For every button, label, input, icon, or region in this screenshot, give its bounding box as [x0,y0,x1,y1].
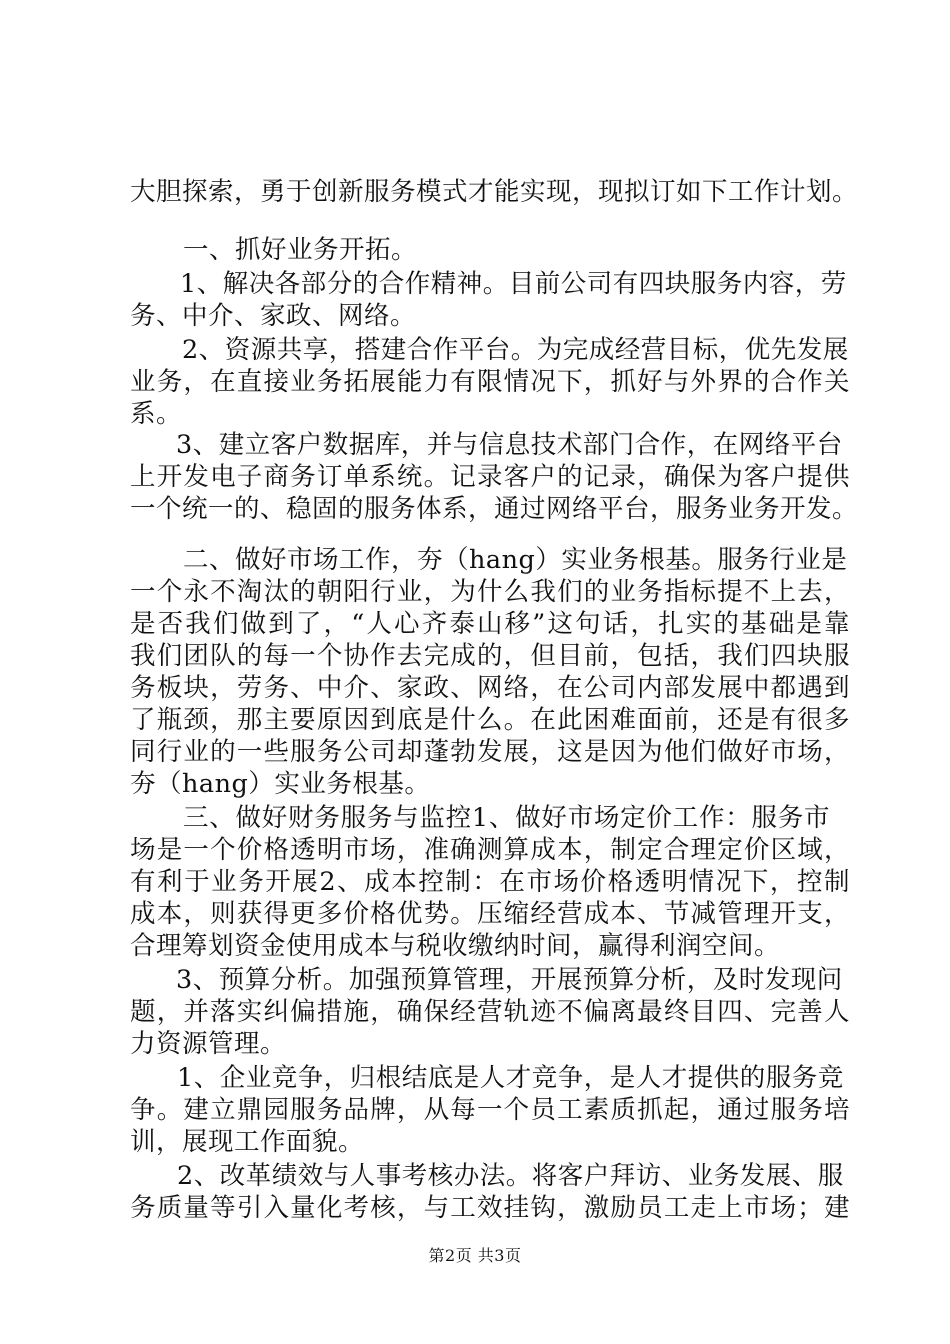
text-line: 夯（hang）实业务根基。 [130,769,431,799]
text-line: 是否我们做到了，“人心齐泰山移”这句话，扎实的基础是靠 [130,609,850,639]
text-line: 有利于业务开展2、成本控制：在市场价格透明情况下，控制 [130,867,850,897]
text-line: 务、中介、家政、网络。 [130,301,417,331]
text-line: 一个统一的、稳固的服务体系，通过网络平台，服务业务开发。 [130,494,859,524]
text-line: 2、资源共享，搭建合作平台。为完成经营目标，优先发展 [182,335,849,365]
text-line: 合理筹划资金使用成本与税收缴纳时间，赢得利润空间。 [130,931,781,961]
text-line: 3、建立客户数据库，并与信息技术部门合作，在网络平台 [176,430,843,460]
page-footer: 第2页 共3页 [428,1246,522,1265]
text-line: 同行业的一些服务公司却蓬勃发展，这是因为他们做好市场， [130,737,850,767]
text-line: 场是一个价格透明市场，准确测算成本，制定合理定价区域， [130,835,850,865]
text-line: 1、企业竞争，归根结底是人才竞争，是人才提供的服务竞 [177,1063,844,1093]
text-line: 上开发电子商务订单系统。记录客户的记录，确保为客户提供 [130,462,850,492]
text-line: 训，展现工作面貌。 [130,1127,365,1157]
text-line: 力资源管理。 [130,1029,287,1059]
text-line: 成本，则获得更多价格优势。压缩经营成本、节减管理开支， [130,899,850,929]
text-line: 务板块，劳务、中介、家政、网络，在公司内部发展中都遇到 [130,673,850,703]
section-heading: 三、做好财务服务与监控1、做好市场定价工作：服务市 [183,803,830,833]
text-line: 大胆探索，勇于创新服务模式才能实现，现拟订如下工作计划。 [130,177,859,207]
section-heading: 一、抓好业务开拓。 [183,235,418,265]
text-line: 争。建立鼎园服务品牌，从每一个员工素质抓起，通过服务培 [130,1095,850,1125]
text-line: 我们团队的每一个协作去完成的，但目前，包括，我们四块服 [130,641,850,671]
text-line: 业务，在直接业务拓展能力有限情况下，抓好与外界的合作关 [130,367,850,397]
text-line: 务质量等引入量化考核，与工效挂钩，激励员工走上市场；建 [130,1193,850,1223]
text-line: 1、解决各部分的合作精神。目前公司有四块服务内容，劳 [180,269,847,299]
text-line: 题，并落实纠偏措施，确保经营轨迹不偏离最终目四、完善人 [130,997,850,1027]
text-line: 一个永不淘汰的朝阳行业，为什么我们的业务指标提不上去， [130,577,850,607]
text-line: 3、预算分析。加强预算管理，开展预算分析，及时发现问 [176,965,843,995]
text-line: 系。 [130,399,183,429]
text-line: 2、改革绩效与人事考核办法。将客户拜访、业务发展、服 [177,1161,844,1191]
section-heading: 二、做好市场工作，夯（hang）实业务根基。服务行业是 [183,545,848,575]
text-line: 了瓶颈，那主要原因到底是什么。在此困难面前，还是有很多 [130,705,850,735]
